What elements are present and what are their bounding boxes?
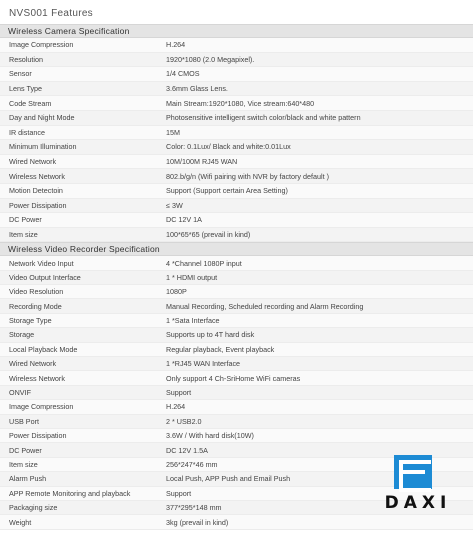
spec-value: Photosensitive intelligent switch color/black and white pattern bbox=[166, 113, 361, 123]
spec-label: USB Port bbox=[9, 416, 39, 426]
camera-spec-rows bbox=[0, 38, 473, 242]
spec-value: 1 *Sata Interface bbox=[166, 316, 220, 326]
spec-value: 3kg (prevail in kind) bbox=[166, 517, 229, 527]
table-row bbox=[0, 126, 473, 141]
spec-value: 377*295*148 mm bbox=[166, 503, 222, 513]
table-row bbox=[0, 429, 473, 443]
spec-label: Item size bbox=[9, 459, 38, 469]
spec-label: Video Resolution bbox=[9, 287, 64, 297]
spec-label: Packaging size bbox=[9, 503, 58, 513]
spec-value: DC 12V 1.5A bbox=[166, 445, 208, 455]
spec-value: Only support 4 Ch-SriHome WiFi cameras bbox=[166, 373, 301, 383]
brand-logo bbox=[366, 455, 470, 517]
spec-label: Storage bbox=[9, 330, 35, 340]
spec-label: Wired Network bbox=[9, 157, 57, 167]
spec-value: Supports up to 4T hard disk bbox=[166, 330, 255, 340]
table-row bbox=[0, 371, 473, 385]
spec-label: Image Compression bbox=[9, 40, 74, 50]
table-row bbox=[0, 328, 473, 342]
table-row bbox=[0, 169, 473, 184]
table-row bbox=[0, 155, 473, 170]
spec-label: Day and Night Mode bbox=[9, 113, 75, 123]
spec-label: Storage Type bbox=[9, 316, 52, 326]
spec-value: 1080P bbox=[166, 287, 187, 297]
spec-label: DC Power bbox=[9, 215, 42, 225]
logo-text: DAXI bbox=[384, 493, 452, 513]
spec-value: Color: 0.1Lux/ Black and white:0.01Lux bbox=[166, 142, 291, 152]
table-row bbox=[0, 82, 473, 97]
spec-value: 15M bbox=[166, 127, 180, 137]
spec-label: APP Remote Monitoring and playback bbox=[9, 488, 131, 498]
spec-label: Lens Type bbox=[9, 84, 43, 94]
table-row bbox=[0, 67, 473, 82]
table-row bbox=[0, 228, 473, 243]
table-row bbox=[0, 357, 473, 371]
spec-value: 1920*1080 (2.0 Megapixel). bbox=[166, 54, 255, 64]
spec-value: 1/4 CMOS bbox=[166, 69, 200, 79]
section-header-recorder: Wireless Video Recorder Specification bbox=[0, 242, 473, 256]
table-row bbox=[0, 140, 473, 155]
spec-value: 3.6W / With hard disk(10W) bbox=[166, 431, 254, 441]
spec-label: ONVIF bbox=[9, 388, 31, 398]
spec-value: 1 * HDMI output bbox=[166, 272, 218, 282]
spec-value: 802.b/g/n (Wifi pairing with NVR by factory default ) bbox=[166, 171, 329, 181]
spec-label: Sensor bbox=[9, 69, 32, 79]
table-row bbox=[0, 314, 473, 328]
spec-value: Support bbox=[166, 488, 192, 498]
spec-value: Local Push, APP Push and Email Push bbox=[166, 474, 291, 484]
spec-label: Alarm Push bbox=[9, 474, 47, 484]
spec-value: Support bbox=[166, 388, 192, 398]
table-row bbox=[0, 213, 473, 228]
table-row bbox=[0, 96, 473, 111]
table-row bbox=[0, 184, 473, 199]
table-row bbox=[0, 53, 473, 68]
spec-value: Support (Support certain Area Setting) bbox=[166, 186, 288, 196]
spec-label: Minimum Illumination bbox=[9, 142, 77, 152]
spec-label: Code Stream bbox=[9, 98, 52, 108]
spec-label: IR distance bbox=[9, 127, 45, 137]
spec-label: Local Playback Mode bbox=[9, 344, 78, 354]
logo-e-icon bbox=[394, 455, 432, 489]
table-row bbox=[0, 515, 473, 529]
table-row bbox=[0, 386, 473, 400]
spec-label: Wired Network bbox=[9, 359, 57, 369]
table-row bbox=[0, 299, 473, 313]
table-row bbox=[0, 111, 473, 126]
spec-label: Weight bbox=[9, 517, 32, 527]
spec-label: DC Power bbox=[9, 445, 42, 455]
spec-label: Wireless Network bbox=[9, 171, 65, 181]
spec-value: 2 * USB2.0 bbox=[166, 416, 202, 426]
spec-label: Image Compression bbox=[9, 402, 74, 412]
spec-value: ≤ 3W bbox=[166, 200, 183, 210]
spec-value: 3.6mm Glass Lens. bbox=[166, 84, 228, 94]
spec-label: Recording Mode bbox=[9, 301, 62, 311]
spec-label: Video Output Interface bbox=[9, 272, 81, 282]
table-row bbox=[0, 256, 473, 270]
spec-value: 256*247*46 mm bbox=[166, 459, 218, 469]
table-row bbox=[0, 199, 473, 214]
spec-label: Power Dissipation bbox=[9, 200, 67, 210]
spec-label: Wireless Network bbox=[9, 373, 65, 383]
spec-value: Main Stream:1920*1080, Vice stream:640*480 bbox=[166, 98, 315, 108]
page-title: NVS001 Features bbox=[9, 8, 93, 19]
table-row bbox=[0, 343, 473, 357]
table-row bbox=[0, 38, 473, 53]
spec-value: 4 *Channel 1080P input bbox=[166, 258, 242, 268]
spec-label: Power Dissipation bbox=[9, 431, 67, 441]
spec-table bbox=[0, 24, 473, 530]
spec-value: H.264 bbox=[166, 402, 186, 412]
section-header-camera: Wireless Camera Specification bbox=[0, 24, 473, 38]
spec-value: 1 *RJ45 WAN Interface bbox=[166, 359, 241, 369]
spec-value: Manual Recording, Scheduled recording and Alarm Recording bbox=[166, 301, 364, 311]
table-row bbox=[0, 415, 473, 429]
table-row bbox=[0, 400, 473, 414]
spec-value: DC 12V 1A bbox=[166, 215, 202, 225]
spec-value: H.264 bbox=[166, 40, 186, 50]
spec-label: Network Video Input bbox=[9, 258, 74, 268]
spec-label: Motion Detectoin bbox=[9, 186, 63, 196]
spec-value: Regular playback, Event playback bbox=[166, 344, 275, 354]
table-row bbox=[0, 285, 473, 299]
table-row bbox=[0, 271, 473, 285]
spec-value: 10M/100M RJ45 WAN bbox=[166, 157, 238, 167]
spec-label: Resolution bbox=[9, 54, 43, 64]
spec-label: Item size bbox=[9, 230, 38, 240]
spec-value: 100*65*65 (prevail in kind) bbox=[166, 230, 251, 240]
